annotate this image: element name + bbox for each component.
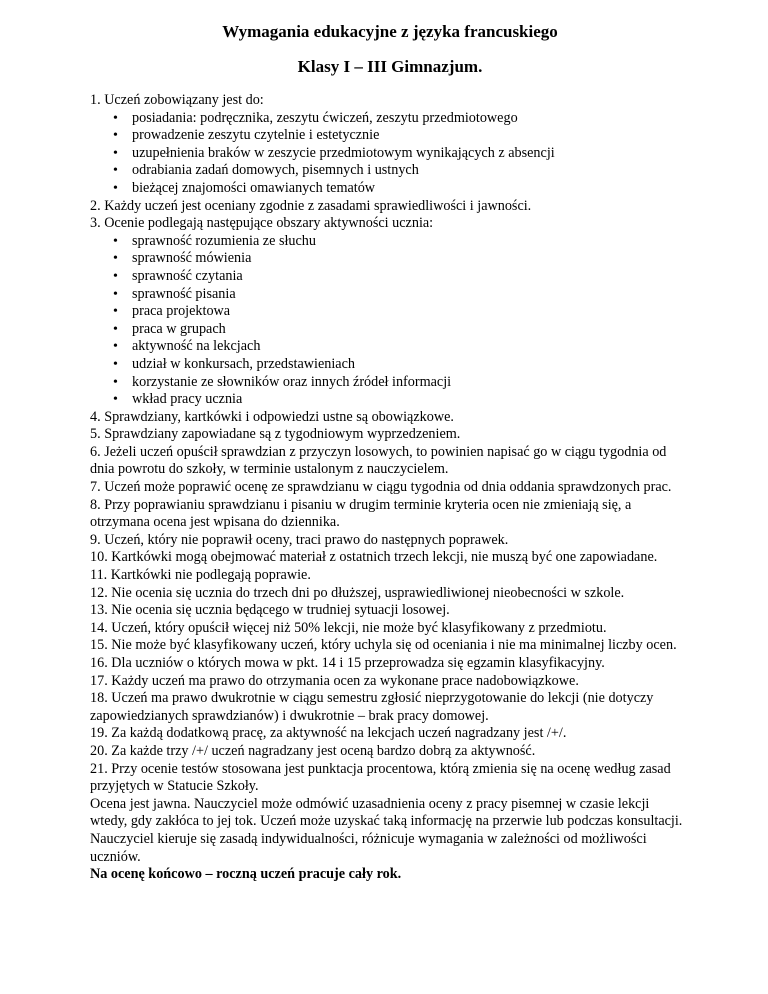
rule-item-3: 3. Ocenie podlegają następujące obszary aktywności ucznia: xyxy=(90,215,434,232)
list-item: • prowadzenie zeszytu czytelnie i estetycznie xyxy=(90,127,690,145)
rule-item-9: 9. Uczeń, który nie poprawił oceny, traci prawo do następnych poprawek. xyxy=(90,531,509,548)
rule-item-4: 4. Sprawdziany, kartkówki i odpowiedzi ustne są obowiązkowe. xyxy=(90,408,454,425)
rule-item-19: 19. Za każdą dodatkową pracę, za aktywność na lekcjach uczeń nagradzany jest /+/. xyxy=(90,725,567,742)
rule-item-16: 16. Dla uczniów o których mowa w pkt. 14 i 15 przeprowadza się egzamin klasyfikacyjny. xyxy=(90,655,605,671)
rule-item-15: 15. Nie może być klasyfikowany uczeń, który uchyla się od oceniania i nie ma minimalnej liczby ocen. xyxy=(90,637,677,654)
rule-item-1: 1. Uczeń zobowiązany jest do: xyxy=(90,92,264,108)
rule-item-7: 7. Uczeń może poprawić ocenę ze sprawdzianu w ciągu tygodnia od dnia oddania sprawdzonych prac. xyxy=(90,479,672,496)
rule-item-6: 6. Jeżeli uczeń opuścił sprawdzian z przyczyn losowych, to powinien napisać go w ciągu tygodnia od dnia powrotu do szkoły, w terminie ustalonym z nauczycielem. xyxy=(90,443,667,478)
final-statement: Na ocenę końcowo – roczną uczeń pracuje cały rok. xyxy=(90,866,402,883)
document-subtitle: Klasy I – III Gimnazjum. xyxy=(297,57,483,76)
paragraph-individuality: Nauczyciel kieruje się zasadą indywidualności, różnicuje wymagania w zależności od możliwości uczniów. xyxy=(90,830,647,865)
rule-item-21: 21. Przy ocenie testów stosowana jest punktacja procentowa, którą zmienia się na ocenę według zasad przyjętych w Statucie Szkoły. xyxy=(90,760,671,795)
rule-item-5: 5. Sprawdziany zapowiadane są z tygodniowym wyprzedzeniem. xyxy=(90,426,461,443)
list-item: • bieżącej znajomości omawianych tematów xyxy=(90,180,690,198)
list-item: • udział w konkursach, przedstawieniach xyxy=(90,356,690,374)
list-item: • sprawność pisania xyxy=(90,286,690,304)
rule-item-12: 12. Nie ocenia się ucznia do trzech dni po dłuższej, usprawiedliwionej nieobecności w szkole. xyxy=(90,584,625,601)
document-page xyxy=(90,22,690,884)
rule-item-2: 2. Każdy uczeń jest oceniany zgodnie z zasadami sprawiedliwości i jawności. xyxy=(90,197,532,214)
assessment-areas-list xyxy=(90,233,690,409)
obligations-list xyxy=(90,110,690,198)
document-title: Wymagania edukacyjne z języka francuskiego xyxy=(222,22,558,41)
list-item: • odrabiania zadań domowych, pisemnych i ustnych xyxy=(90,162,690,180)
list-item: • aktywność na lekcjach xyxy=(90,338,690,356)
list-item: • sprawność czytania xyxy=(90,268,690,286)
rule-item-14: 14. Uczeń, który opuścił więcej niż 50% lekcji, nie może być klasyfikowany z przedmiotu. xyxy=(90,619,607,636)
list-item: • korzystanie ze słowników oraz innych źródeł informacji xyxy=(90,374,690,392)
list-item: • praca w grupach xyxy=(90,321,690,339)
paragraph-transparency: Ocena jest jawna. Nauczyciel może odmówić uzasadnienia oceny z pracy pisemnej w czasie lekcji wtedy, gdy zakłóca to jej tok. Uczeń może uzyskać taką informację na przerwie lub podczas konsultacji. xyxy=(90,795,683,830)
rule-item-8: 8. Przy poprawianiu sprawdzianu i pisaniu w drugim terminie kryteria ocen nie zmieniają się, a otrzymana ocena jest wpisana do dziennika. xyxy=(90,496,632,531)
rule-item-10: 10. Kartkówki mogą obejmować materiał z ostatnich trzech lekcji, nie muszą być one zapowiadane. xyxy=(90,549,658,566)
rule-item-13: 13. Nie ocenia się ucznia będącego w trudniej sytuacji losowej. xyxy=(90,602,450,619)
list-item: • uzupełnienia braków w zeszycie przedmiotowym wynikających z absencji xyxy=(90,145,690,163)
list-item: • praca projektowa xyxy=(90,303,690,321)
list-item: • posiadania: podręcznika, zeszytu ćwiczeń, zeszytu przedmiotowego xyxy=(90,110,690,128)
list-item: • wkład pracy ucznia xyxy=(90,391,690,409)
list-item: • sprawność mówienia xyxy=(90,250,690,268)
list-item: • sprawność rozumienia ze słuchu xyxy=(90,233,690,251)
rule-item-17: 17. Każdy uczeń ma prawo do otrzymania ocen za wykonane prace nadobowiązkowe. xyxy=(90,672,579,689)
rule-item-18: 18. Uczeń ma prawo dwukrotnie w ciągu semestru zgłosić nieprzygotowanie do lekcji (nie dotyczy zapowiedzianych sprawdzianów) i dwukrotnie – brak pracy domowej. xyxy=(90,690,654,724)
rule-item-20: 20. Za każde trzy /+/ uczeń nagradzany jest oceną bardzo dobrą za aktywność. xyxy=(90,742,536,759)
rule-item-11: 11. Kartkówki nie podlegają poprawie. xyxy=(90,567,311,584)
